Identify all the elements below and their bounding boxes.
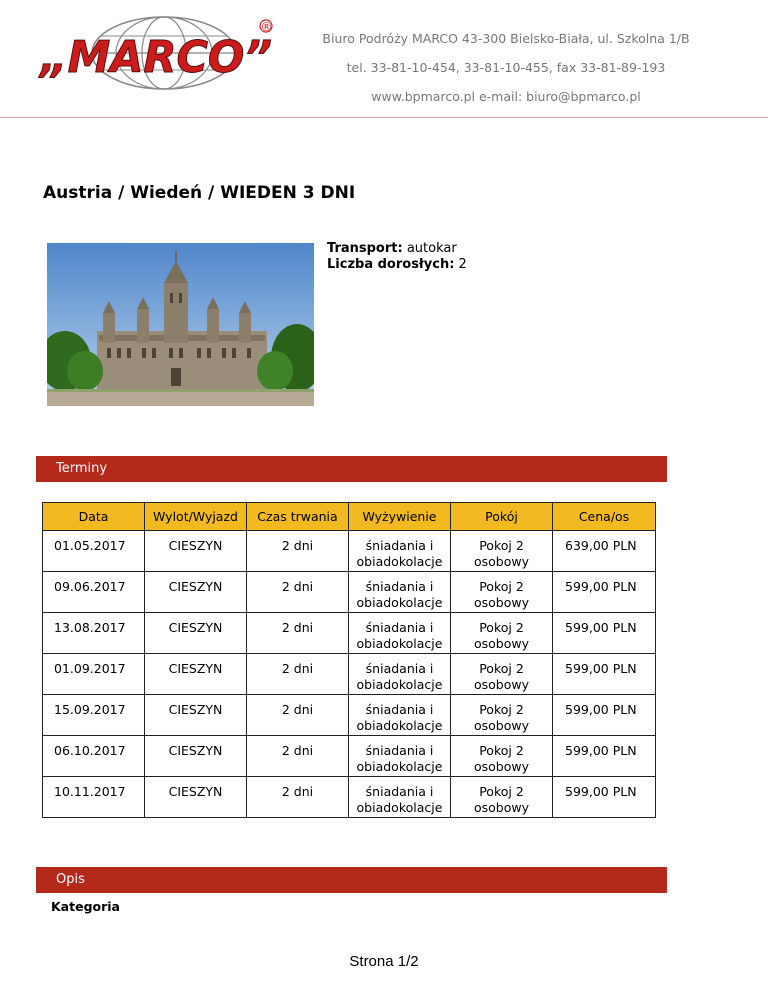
cell-room: Pokoj 2 osobowy: [451, 777, 553, 818]
cell-meals: śniadania i obiadokolacje: [349, 531, 451, 572]
adults-label: Liczba dorosłych:: [327, 257, 455, 272]
cell-date: 09.06.2017: [43, 572, 145, 613]
cell-meals: śniadania i obiadokolacje: [349, 654, 451, 695]
cell-duration: 2 dni: [247, 654, 349, 695]
trip-details: [327, 241, 467, 273]
table-row: [43, 531, 656, 572]
contact-phone: tel. 33-81-10-454, 33-81-10-455, fax 33-81-89-193: [346, 60, 666, 75]
cell-room: Pokoj 2 osobowy: [451, 654, 553, 695]
cell-price: 599,00 PLN: [553, 613, 656, 654]
destination-photo: [47, 243, 314, 406]
cell-meals: śniadania i obiadokolacje: [349, 777, 451, 818]
transport-row: [327, 241, 467, 257]
table-row: [43, 695, 656, 736]
table-row: [43, 613, 656, 654]
cell-duration: 2 dni: [247, 777, 349, 818]
logo-text: „MARCO”: [38, 32, 272, 83]
cell-date: 10.11.2017: [43, 777, 145, 818]
cell-room: Pokoj 2 osobowy: [451, 695, 553, 736]
table-row: [43, 572, 656, 613]
cell-duration: 2 dni: [247, 572, 349, 613]
cell-price: 599,00 PLN: [553, 572, 656, 613]
cell-duration: 2 dni: [247, 531, 349, 572]
page-number: Strona 1/2: [349, 953, 419, 970]
cell-date: 06.10.2017: [43, 736, 145, 777]
page-title: Austria / Wiedeń / WIEDEN 3 DNI: [43, 183, 356, 203]
cell-meals: śniadania i obiadokolacje: [349, 736, 451, 777]
terms-table: [42, 502, 656, 818]
adults-row: [327, 257, 467, 273]
header-room: Pokój: [451, 503, 553, 531]
cell-departure: CIESZYN: [145, 613, 247, 654]
cell-meals: śniadania i obiadokolacje: [349, 572, 451, 613]
cell-duration: 2 dni: [247, 736, 349, 777]
table-row: [43, 654, 656, 695]
table-row: [43, 777, 656, 818]
table-row: [43, 736, 656, 777]
cell-room: Pokoj 2 osobowy: [451, 531, 553, 572]
section-terms-header: Terminy: [36, 456, 667, 482]
cell-departure: CIESZYN: [145, 736, 247, 777]
header-meals: Wyżywienie: [349, 503, 451, 531]
transport-value: autokar: [406, 241, 457, 256]
cell-price: 599,00 PLN: [553, 777, 656, 818]
header-departure: Wylot/Wyjazd: [145, 503, 247, 531]
section-description-header: Opis: [36, 867, 667, 893]
cell-departure: CIESZYN: [145, 695, 247, 736]
company-logo: [36, 14, 286, 100]
adults-value: 2: [458, 257, 467, 272]
cell-departure: CIESZYN: [145, 572, 247, 613]
cell-room: Pokoj 2 osobowy: [451, 572, 553, 613]
cell-price: 599,00 PLN: [553, 654, 656, 695]
header-price: Cena/os: [553, 503, 656, 531]
contact-info: [296, 24, 716, 111]
cell-duration: 2 dni: [247, 613, 349, 654]
cell-date: 15.09.2017: [43, 695, 145, 736]
cell-departure: CIESZYN: [145, 777, 247, 818]
header-duration: Czas trwania: [247, 503, 349, 531]
registered-mark: ®: [260, 20, 273, 34]
contact-web-email: www.bpmarco.pl e-mail: biuro@bpmarco.pl: [371, 89, 641, 104]
cell-price: 599,00 PLN: [553, 695, 656, 736]
category-heading: Kategoria: [51, 899, 120, 914]
cell-date: 01.09.2017: [43, 654, 145, 695]
cell-departure: CIESZYN: [145, 531, 247, 572]
cell-room: Pokoj 2 osobowy: [451, 736, 553, 777]
transport-label: Transport:: [327, 241, 403, 256]
cell-date: 13.08.2017: [43, 613, 145, 654]
header-divider: [0, 117, 768, 118]
cell-date: 01.05.2017: [43, 531, 145, 572]
contact-address: Biuro Podróży MARCO 43-300 Bielsko-Biała, ul. Szkolna 1/B: [322, 31, 690, 46]
cell-duration: 2 dni: [247, 695, 349, 736]
cell-meals: śniadania i obiadokolacje: [349, 695, 451, 736]
table-header-row: [43, 503, 656, 531]
cell-departure: CIESZYN: [145, 654, 247, 695]
cell-room: Pokoj 2 osobowy: [451, 613, 553, 654]
header-date: Data: [43, 503, 145, 531]
cell-price: 639,00 PLN: [553, 531, 656, 572]
cell-meals: śniadania i obiadokolacje: [349, 613, 451, 654]
cell-price: 599,00 PLN: [553, 736, 656, 777]
